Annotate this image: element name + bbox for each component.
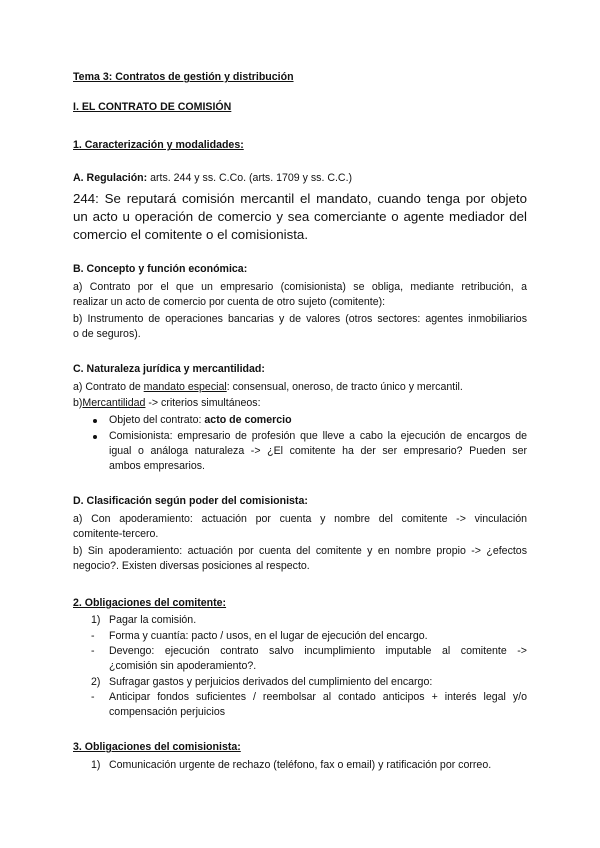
naturaleza-a-pre: a) Contrato de (73, 381, 144, 393)
naturaleza-a-post: : consensual, oneroso, de tracto único y mercantil. (226, 381, 463, 393)
list-number: 1) (91, 759, 101, 771)
naturaleza-b-pre: b) (73, 397, 83, 409)
naturaleza-b-post: -> criterios simultáneos: (145, 397, 261, 409)
quote-line-2: un acto u operación de comercio y sea comerciante o agente mediador del (73, 209, 527, 224)
forma-cuantia: Forma y cuantía: pacto / usos, en el lugar de ejecución del encargo. (109, 630, 428, 642)
heading-obligaciones-comisionista: 3. Obligaciones del comisionista: (73, 741, 241, 753)
concepto-b-line-2: o de seguros). (73, 328, 141, 340)
naturaleza-a (73, 381, 463, 394)
clasificacion-a-line-2: comitente-tercero. (73, 528, 159, 540)
section-heading-comision: I. EL CONTRATO DE COMISIÓN (73, 101, 232, 113)
criterio-objeto-bold: acto de comercio (204, 414, 292, 426)
regulacion-line (73, 172, 352, 185)
naturaleza-b (73, 397, 261, 410)
clasificacion-b-line-2: negocio?. Existen diversas posiciones al respecto. (73, 560, 310, 572)
criterio-comisionista-line-3: ambos empresarios. (109, 460, 205, 472)
dash-marker: - (91, 630, 95, 642)
naturaleza-b-underlined: Mercantilidad (82, 397, 146, 409)
clasificacion-heading: D. Clasificación según poder del comisionista: (73, 495, 308, 507)
naturaleza-a-underlined: mandato especial (143, 381, 227, 393)
document-title: Tema 3: Contratos de gestión y distribución (73, 71, 294, 83)
list-number: 2) (91, 676, 101, 688)
dash-marker: - (91, 691, 95, 703)
clasificacion-b-line-1: b) Sin apoderamiento: actuación por cuenta del comitente y en nombre propio -> ¿efectos (73, 545, 527, 557)
comunicacion-rechazo: Comunicación urgente de rechazo (teléfono, fax o email) y ratificación por correo. (109, 759, 492, 771)
regulacion-label: A. Regulación: (73, 172, 148, 184)
quote-line-1: 244: Se reputará comisión mercantil el mandato, cuando tenga por objeto (73, 191, 527, 206)
anticipar-line-1: Anticipar fondos suficientes / reembolsar al contado anticipos + interés legal y/o (109, 691, 527, 703)
concepto-a-line-2: realizar un acto de comercio por cuenta de otro sujeto (comitente): (73, 296, 386, 308)
quote-line-3: comercio el comitente o el comisionista. (73, 227, 309, 242)
anticipar-line-2: compensación perjuicios (109, 706, 226, 718)
regulacion-text: arts. 244 y ss. C.Co. (arts. 1709 y ss. C.C.) (147, 172, 353, 184)
bullet-icon (93, 435, 97, 439)
obligacion-pagar: Pagar la comisión. (109, 614, 197, 626)
criterio-objeto-text: Objeto del contrato: (109, 414, 205, 426)
heading-obligaciones-comitente: 2. Obligaciones del comitente: (73, 597, 227, 609)
concepto-a-line-1: a) Contrato por el que un empresario (comisionista) se obliga, mediante retribución, a (73, 281, 527, 293)
dash-marker: - (91, 645, 95, 657)
criterio-comisionista-line-2: igual o análoga naturaleza -> ¿El comitente ha der ser empresario? Pueden ser (109, 445, 527, 457)
naturaleza-heading: C. Naturaleza jurídica y mercantilidad: (73, 363, 265, 375)
heading-caracterizacion: 1. Caracterización y modalidades: (73, 139, 244, 151)
devengo-line-1: Devengo: ejecución contrato salvo incumplimiento imputable al comitente -> (109, 645, 527, 657)
devengo-line-2: ¿comisión sin apoderamiento?. (109, 660, 257, 672)
concepto-heading: B. Concepto y función económica: (73, 263, 248, 275)
concepto-b-line-1: b) Instrumento de operaciones bancarias y de valores (otros sectores: agentes inmobiliarios (73, 313, 527, 325)
bullet-icon (93, 419, 97, 423)
criterio-objeto (109, 414, 292, 427)
clasificacion-a-line-1: a) Con apoderamiento: actuación por cuenta y nombre del comitente -> vinculación (73, 513, 527, 525)
list-number: 1) (91, 614, 101, 626)
obligacion-sufragar: Sufragar gastos y perjuicios derivados del cumplimiento del encargo: (109, 676, 433, 688)
criterio-comisionista-line-1: Comisionista: empresario de profesión que lleve a cabo la ejecución de encargos de (109, 430, 527, 442)
